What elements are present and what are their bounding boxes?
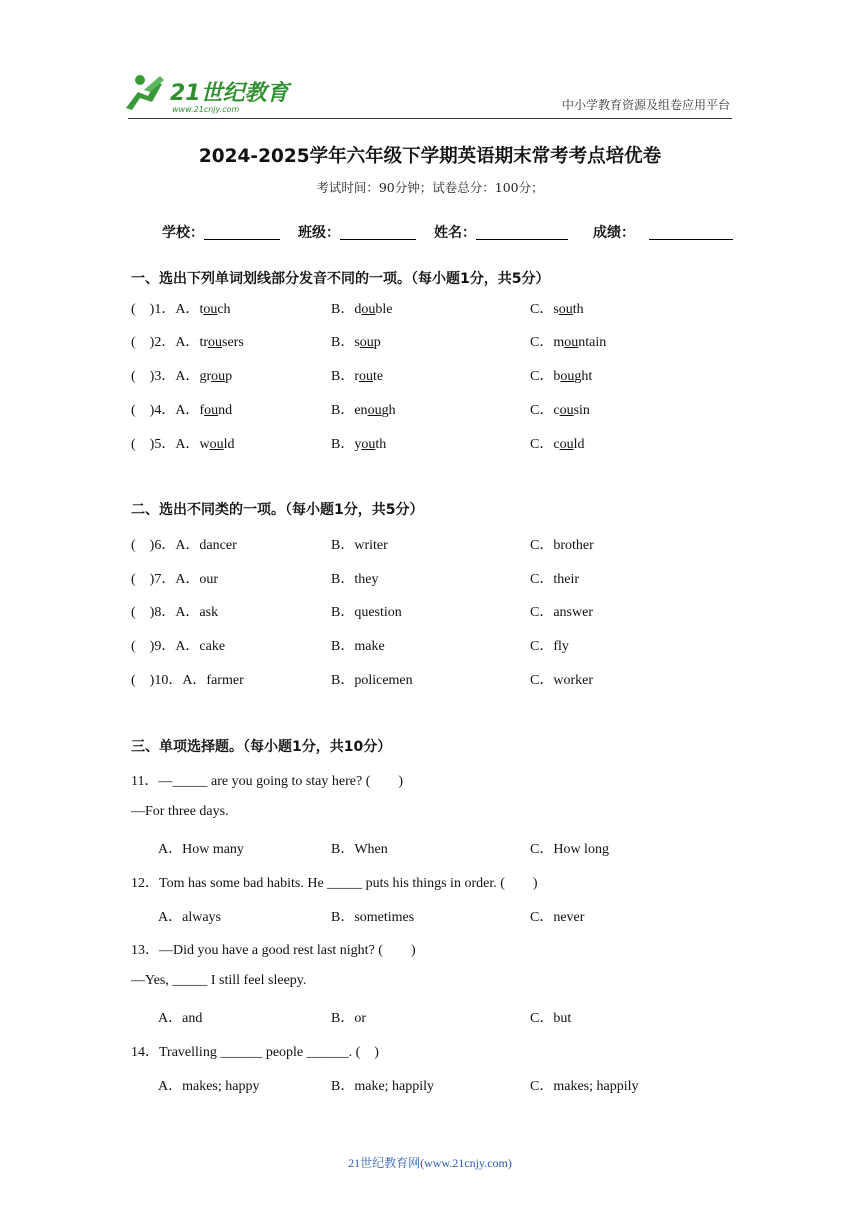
question-12-options: A．always B．sometimes C．never <box>158 910 585 925</box>
word-option: C．bought <box>530 369 593 384</box>
question-13-options: A．and B．or C．but <box>158 1011 572 1026</box>
question-13: 13．—Did you have a good rest last night? ( ) <box>131 943 416 958</box>
question-row: ( )9．A．cake B．make C．fly <box>131 639 569 654</box>
runner-logo-icon <box>122 70 292 116</box>
section-1-heading: 一、选出下列单词划线部分发音不同的一项。（每小题1分，共5分） <box>131 271 550 287</box>
section-2-heading: 二、选出不同类的一项。（每小题1分，共5分） <box>131 502 424 518</box>
word-option: B．enough <box>331 403 396 418</box>
logo <box>122 70 292 116</box>
question-14: 14．Travelling ______ people ______. ( ) <box>131 1045 379 1060</box>
question-14-options: A．makes; happy B．make; happily C．makes; happily <box>158 1079 639 1094</box>
word-option: C．could <box>530 437 585 452</box>
word-option: ( )5．A．would <box>131 437 235 452</box>
word-option: B．soup <box>331 335 381 350</box>
name-field[interactable]: 姓名： <box>434 222 568 242</box>
header-divider <box>128 118 732 119</box>
section-3-heading: 三、单项选择题。（每小题1分，共10分） <box>131 739 392 755</box>
word-option: ( )3．A．group <box>131 369 233 384</box>
platform-label: 中小学教育资源及组卷应用平台 <box>561 98 730 112</box>
page-title: 2024-2025学年六年级下学期英语期末常考考点培优卷 <box>198 146 662 167</box>
question-13-answer: —Yes, _____ I still feel sleepy. <box>131 973 307 988</box>
class-field[interactable]: 班级： <box>298 222 416 242</box>
exam-info: 考试时间：90分钟；试卷总分：100分； <box>316 180 544 195</box>
word-option: ( )1．A．touch <box>131 302 231 317</box>
word-option: C．cousin <box>530 403 590 418</box>
question-row <box>131 433 731 453</box>
word-option: C．mountain <box>530 335 607 350</box>
question-11-options: A．How many B．When C．How long <box>158 842 609 857</box>
word-option: B．youth <box>331 437 387 452</box>
question-11: 11．—_____ are you going to stay here? ( ) <box>131 774 404 789</box>
question-row: ( )8．A．ask B．question C．answer <box>131 605 593 620</box>
word-option: C．south <box>530 302 584 317</box>
question-row: ( )6．A．dancer B．writer C．brother <box>131 538 594 553</box>
svg-text:www.21cnjy.com: www.21cnjy.com <box>172 105 240 114</box>
question-11-answer: —For three days. <box>131 804 229 819</box>
school-field[interactable]: 学校： <box>162 222 280 242</box>
question-row <box>131 399 731 419</box>
score-field[interactable]: 成绩： <box>593 222 733 242</box>
word-option: ( )4．A．found <box>131 403 233 418</box>
word-option: B．route <box>331 369 384 384</box>
question-row <box>131 298 731 318</box>
word-option: ( )2．A．trousers <box>131 335 244 350</box>
question-12: 12．Tom has some bad habits. He _____ puts his things in order. ( ) <box>131 876 538 891</box>
question-row <box>131 365 731 385</box>
word-option: B．double <box>331 302 393 317</box>
svg-text:21世纪教育: 21世纪教育 <box>170 81 289 106</box>
question-row: ( )7．A．our B．they C．their <box>131 572 579 587</box>
question-row <box>131 331 731 351</box>
question-row: ( )10．A．farmer B．policemen C．worker <box>131 673 593 688</box>
footer-link[interactable]: 21世纪教育网(www.21cnjy.com) <box>348 1156 512 1170</box>
